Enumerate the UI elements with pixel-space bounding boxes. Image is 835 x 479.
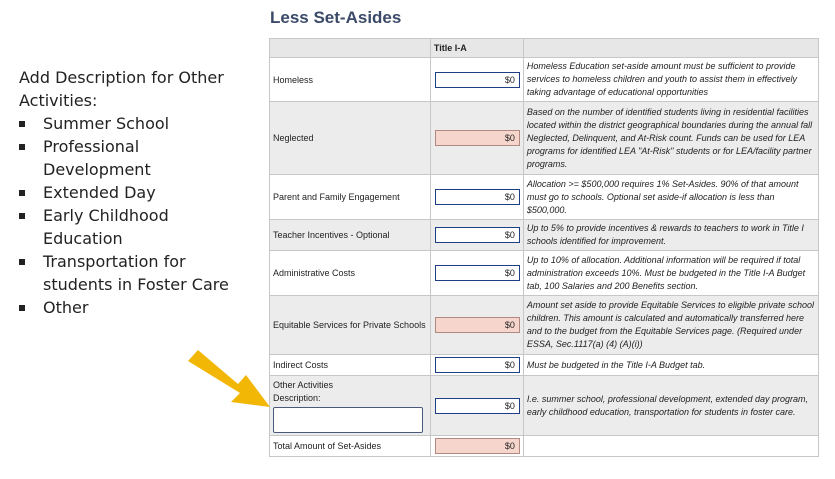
- activity-item: Professional Development: [19, 135, 239, 181]
- row-description: I.e. summer school, professional development, extended day program, early childhood education, transportation for students in foster care.: [523, 376, 818, 436]
- indirect-costs-amount-input[interactable]: $0: [435, 357, 520, 373]
- activity-item: Other: [19, 296, 239, 319]
- table-row-other-activities: [270, 376, 819, 436]
- set-asides-table: [269, 38, 819, 457]
- section-title: Less Set-Asides: [270, 8, 402, 27]
- equitable-services-amount-field: $0: [435, 317, 520, 333]
- bullet-icon: [19, 305, 25, 311]
- row-description: Allocation >= $500,000 requires 1% Set-Asides. 90% of that amount must go to schools. Optional set aside-if allocation is less than $500,000.: [523, 175, 818, 220]
- instructions-panel: [19, 66, 239, 319]
- table-row-administrative: [270, 251, 819, 296]
- bullet-icon: [19, 121, 25, 127]
- table-row-homeless: [270, 58, 819, 102]
- row-label: Teacher Incentives - Optional: [270, 220, 431, 251]
- row-label: Other Activities: [273, 379, 334, 390]
- row-description: Up to 5% to provide incentives & rewards to teachers to work in Title I schools identified for improvement.: [523, 220, 818, 251]
- activity-item: Transportation for students in Foster Care: [19, 250, 239, 296]
- table-row-total: [270, 436, 819, 457]
- header-description: [523, 39, 818, 58]
- activity-item: Summer School: [19, 112, 239, 135]
- teacher-incentives-amount-input[interactable]: $0: [435, 227, 520, 243]
- other-activities-cell: [270, 376, 431, 436]
- row-label: Indirect Costs: [270, 355, 431, 376]
- bullet-icon: [19, 144, 25, 150]
- table-row-parent-family: [270, 175, 819, 220]
- activity-list: [19, 112, 239, 319]
- row-label: Parent and Family Engagement: [270, 175, 431, 220]
- row-description: Homeless Education set-aside amount must be sufficient to provide services to homeless children and youth to assist them in effectively taking advantage of educational opportunities: [523, 58, 818, 102]
- description-label: Description:: [273, 392, 321, 403]
- table-row-teacher-incentives: [270, 220, 819, 251]
- header-title-ia: Title I-A: [430, 39, 523, 58]
- neglected-amount-field: $0: [435, 130, 520, 146]
- activity-item: Extended Day: [19, 181, 239, 204]
- bullet-icon: [19, 259, 25, 265]
- other-activities-description-textarea[interactable]: [273, 407, 423, 433]
- bullet-icon: [19, 190, 25, 196]
- row-label: Total Amount of Set-Asides: [270, 436, 431, 457]
- row-label: Neglected: [270, 102, 431, 175]
- row-description: Based on the number of identified students living in residential facilities located within the district geographical boundaries during the annual fall Neglected, Delinquent, and At-Risk count. Funds can be used for LEA programs for identified LEA "At-Risk" students or for LEA/facility partner programs.: [523, 102, 818, 175]
- other-activities-amount-input[interactable]: $0: [435, 398, 520, 414]
- instructions-intro: Add Description for Other Activities:: [19, 68, 224, 110]
- table-header-row: [270, 39, 819, 58]
- homeless-amount-input[interactable]: $0: [435, 72, 520, 88]
- administrative-amount-input[interactable]: $0: [435, 265, 520, 281]
- table-row-equitable-services: [270, 296, 819, 355]
- row-description: [523, 436, 818, 457]
- activity-item: Early Childhood Education: [19, 204, 239, 250]
- row-label: Homeless: [270, 58, 431, 102]
- header-label: [270, 39, 431, 58]
- table-row-neglected: [270, 102, 819, 175]
- row-label: Administrative Costs: [270, 251, 431, 296]
- parent-family-amount-input[interactable]: $0: [435, 189, 520, 205]
- table-row-indirect-costs: [270, 355, 819, 376]
- row-label: Equitable Services for Private Schools: [270, 296, 431, 355]
- row-description: Up to 10% of allocation. Additional information will be required if total administration exceeds 10%. Must be budgeted in the Title I-A Budget tab, 100 Salaries and 200 Benefits section.: [523, 251, 818, 296]
- pointer-arrow-icon: [185, 349, 275, 411]
- total-amount-field: $0: [435, 438, 520, 454]
- row-description: Must be budgeted in the Title I-A Budget tab.: [523, 355, 818, 376]
- bullet-icon: [19, 213, 25, 219]
- row-description: Amount set aside to provide Equitable Services to eligible private school children. This amount is calculated and automatically transferred here and to the budget from the Equitable Services page. (Required under ESSA, Sec.1117(a) (4) (A)(i)): [523, 296, 818, 355]
